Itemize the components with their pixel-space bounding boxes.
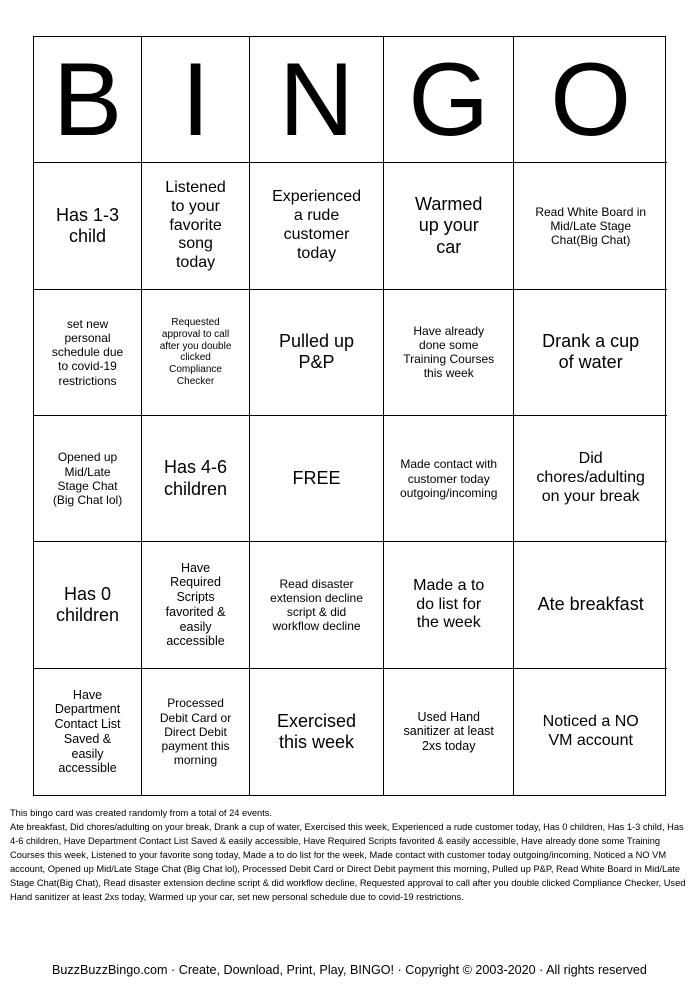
header-letter-i: I	[142, 37, 250, 163]
bingo-cell: Has 0 children	[34, 542, 142, 668]
bingo-cell: Requested approval to call after you double clicked Compliance Checker	[142, 290, 250, 416]
bingo-cell: Processed Debit Card or Direct Debit payment this morning	[142, 669, 250, 795]
description-summary: This bingo card was created randomly from a total of 24 events.	[10, 808, 272, 818]
site-footer: BuzzBuzzBingo.com · Create, Download, Print, Play, BINGO! · Copyright © 2003-2020 · All rights reserved	[52, 963, 647, 977]
bingo-cell: Listened to your favorite song today	[142, 163, 250, 289]
bingo-cell: Ate breakfast	[514, 542, 667, 668]
bingo-cell: Has 1-3 child	[34, 163, 142, 289]
bingo-cell: set new personal schedule due to covid-19 restrictions	[34, 290, 142, 416]
free-space-cell: FREE	[250, 416, 384, 542]
header-letter-g: G	[384, 37, 514, 163]
description-event-list: Ate breakfast, Did chores/adulting on your break, Drank a cup of water, Exercised this week, Experienced a rude customer today, Has 0 children, Has 1-3 child, Has 4-6 children, Have Department Contact List Saved & easily accessible, Have Required Scripts favorited & easily accessible, Have already done some Training Courses this week, Listened to your favorite song today, Made a to do list for the week, Made contact with customer today outgoing/incoming, Noticed a NO VM account, Opened up Mid/Late Stage Chat (Big Chat lol), Processed Debit Card or Direct Debit payment this morning, Pulled up P&P, Read White Board in Mid/Late Stage Chat(Big Chat), Read disaster extension decline script & did workflow decline, Requested approval to call after you double clicked Compliance Checker, Used Hand sanitizer at least 2xs today, Warmed up your car, set new personal schedule due to covid-19 restrictions.	[10, 822, 686, 902]
bingo-cell: Have already done some Training Courses this week	[384, 290, 514, 416]
bingo-cell: Warmed up your car	[384, 163, 514, 289]
header-letter-n: N	[250, 37, 384, 163]
bingo-cell: Has 4-6 children	[142, 416, 250, 542]
bingo-cell: Made a to do list for the week	[384, 542, 514, 668]
bingo-cell: Noticed a NO VM account	[542, 712, 639, 749]
header-letter-b: B	[34, 37, 142, 163]
bingo-card	[33, 36, 666, 796]
bingo-cell: Pulled up P&P	[250, 290, 384, 416]
bingo-cell: Opened up Mid/Late Stage Chat (Big Chat lol)	[34, 416, 142, 542]
header-letter-o: O	[514, 37, 667, 163]
bingo-cell: Drank a cup of water	[514, 290, 667, 416]
bingo-cell: Have Required Scripts favorited & easily accessible	[142, 542, 250, 668]
bingo-cell: Read disaster extension decline script & did workflow decline	[250, 542, 384, 668]
bingo-cell: Did chores/adulting on your break	[514, 416, 667, 542]
bingo-grid	[34, 37, 665, 795]
bingo-cell: Have Department Contact List Saved & easily accessible	[34, 669, 142, 795]
bingo-cell: Exercised this week	[250, 669, 384, 795]
card-description	[10, 806, 690, 904]
bingo-cell: Used Hand sanitizer at least 2xs today	[384, 669, 514, 795]
bingo-cell: Made contact with customer today outgoing/incoming	[384, 416, 514, 542]
bingo-cell: Experienced a rude customer today	[250, 163, 384, 289]
bingo-cell: Read White Board in Mid/Late Stage Chat(Big Chat)	[514, 163, 667, 289]
